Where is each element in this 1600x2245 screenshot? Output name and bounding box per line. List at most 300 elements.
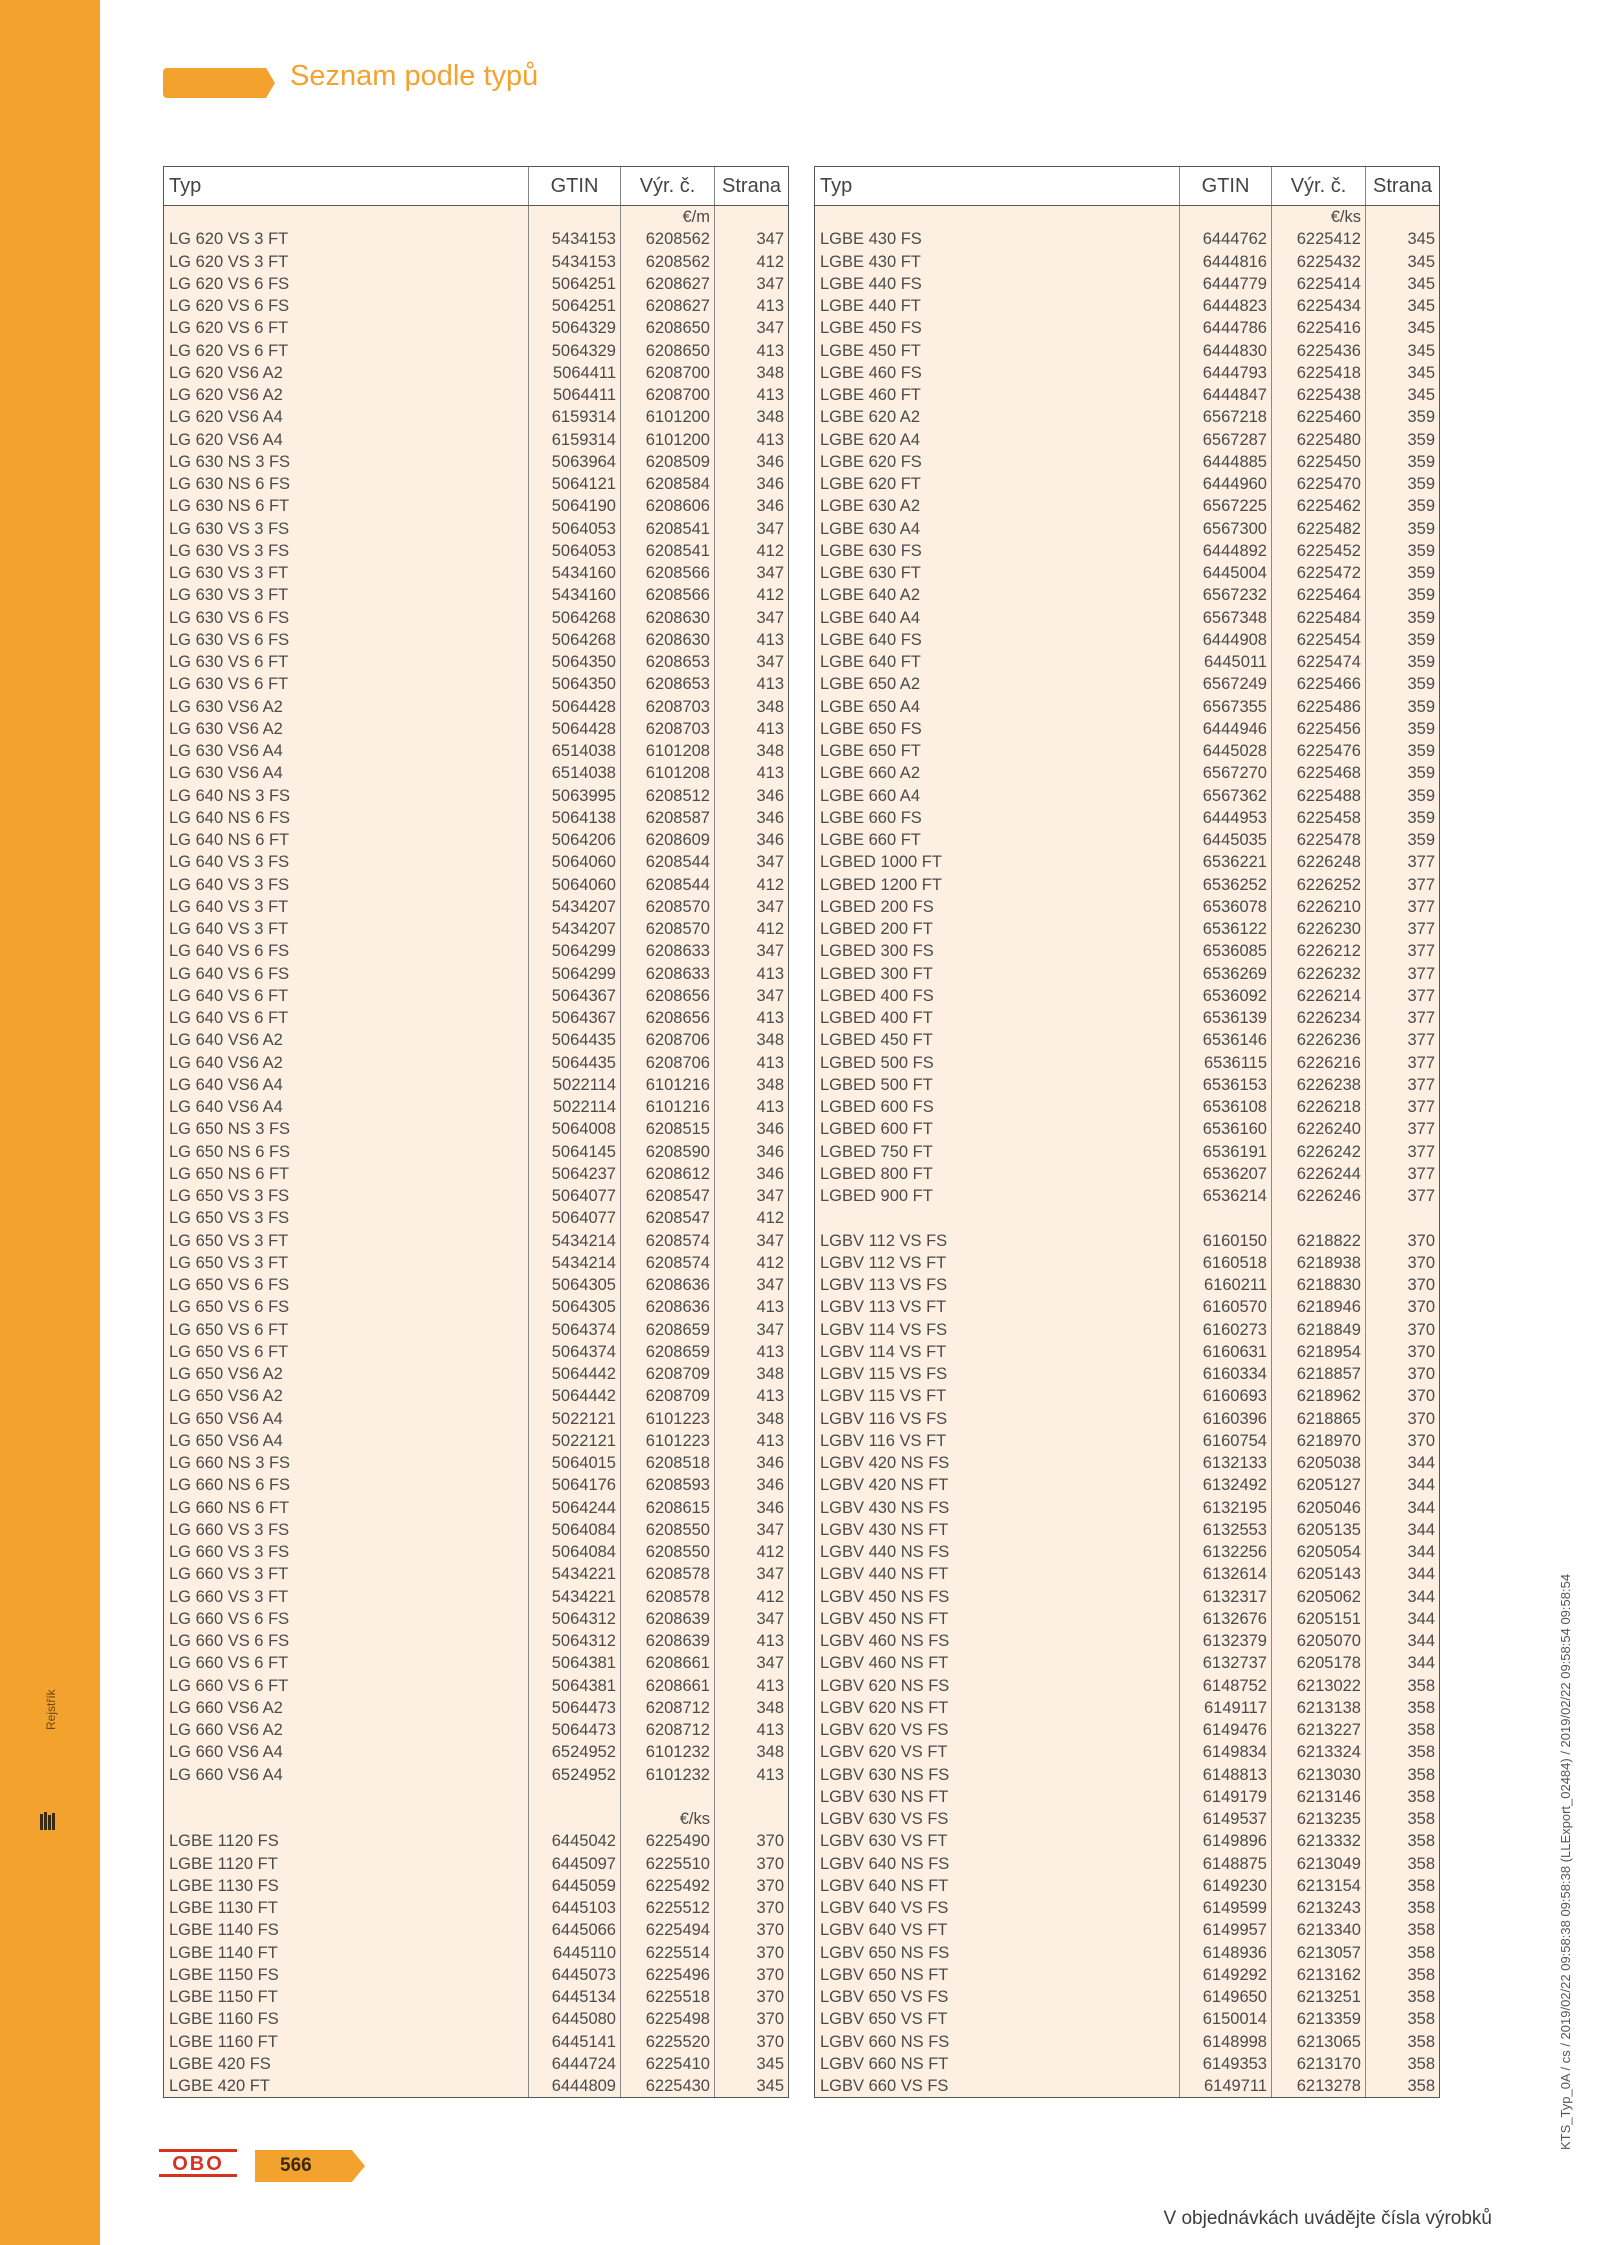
cell-vyr: 6208570 <box>621 896 715 918</box>
cell-vyr: 6101216 <box>621 1096 715 1118</box>
cell-vyr: 6208633 <box>621 963 715 985</box>
cell-strana: 358 <box>1407 1698 1435 1717</box>
cell-strana: 359 <box>1407 675 1435 694</box>
cell-strana: 358 <box>1407 1876 1435 1895</box>
table-row <box>164 718 788 740</box>
cell-vyr: 6205178 <box>1272 1652 1366 1674</box>
cell-typ: LGBE 650 A4 <box>815 696 1180 718</box>
table-row <box>164 2075 788 2097</box>
cell-typ: LGBV 660 VS FS <box>815 2075 1180 2097</box>
table-row <box>164 1452 788 1474</box>
cell-typ: LG 620 VS 3 FT <box>164 251 529 273</box>
cell-gtin: 6536078 <box>1180 896 1272 918</box>
table-row <box>815 1808 1439 1830</box>
cell-typ: LG 650 VS6 A2 <box>164 1363 529 1385</box>
cell-gtin: 6132379 <box>1180 1630 1272 1652</box>
cell-vyr: 6208650 <box>621 340 715 362</box>
cell-strana: 412 <box>756 1587 784 1606</box>
cell-typ: LGBE 1150 FS <box>164 1964 529 1986</box>
cell-typ: LGBE 1140 FT <box>164 1942 529 1964</box>
cell-strana: 370 <box>756 2032 784 2051</box>
cell-vyr: 6226244 <box>1272 1163 1366 1185</box>
cell-typ: LG 630 NS 6 FT <box>164 495 529 517</box>
table-row <box>815 1563 1439 1585</box>
cell-vyr: 6205143 <box>1272 1563 1366 1585</box>
cell-typ: LGBV 112 VS FS <box>815 1230 1180 1252</box>
cell-gtin: 6536252 <box>1180 874 1272 896</box>
table-row <box>815 1786 1439 1808</box>
page-title: Seznam podle typů <box>290 60 539 92</box>
table-row <box>815 518 1439 540</box>
cell-gtin: 5064367 <box>529 985 621 1007</box>
cell-gtin: 6536139 <box>1180 1007 1272 1029</box>
cell-vyr: 6208518 <box>621 1452 715 1474</box>
cell-strana: 358 <box>1407 1899 1435 1917</box>
table-row <box>815 1919 1439 1941</box>
cell-typ: LGBV 630 NS FT <box>815 1786 1180 1808</box>
table-row <box>164 874 788 896</box>
cell-strana: 413 <box>756 719 784 738</box>
cell-strana: 413 <box>756 675 784 694</box>
cell-typ: LG 650 VS 6 FT <box>164 1319 529 1341</box>
cell-gtin: 5064329 <box>529 317 621 339</box>
cell-vyr: 6226232 <box>1272 963 1366 985</box>
cell-gtin: 5064084 <box>529 1519 621 1541</box>
table-row <box>815 584 1439 606</box>
cell-vyr: 6208606 <box>621 495 715 517</box>
table-row <box>815 1408 1439 1430</box>
cell-vyr: 6208700 <box>621 362 715 384</box>
cell-strana <box>715 206 788 228</box>
cell-vyr: 6225470 <box>1272 473 1366 495</box>
cell-strana: 377 <box>1407 897 1435 916</box>
cell-strana: 344 <box>1407 1587 1435 1606</box>
cell-vyr: 6205054 <box>1272 1541 1366 1563</box>
cell-gtin: 6160518 <box>1180 1252 1272 1274</box>
cell-vyr: 6226248 <box>1272 851 1366 873</box>
table-row <box>164 1964 788 1986</box>
cell-gtin: 5063964 <box>529 451 621 473</box>
obo-logo <box>158 2148 238 2178</box>
cell-gtin: 6148752 <box>1180 1675 1272 1697</box>
cell-strana: 377 <box>1407 1053 1435 1072</box>
cell-typ: LG 660 VS 6 FT <box>164 1675 529 1697</box>
cell-typ: LG 630 VS 6 FT <box>164 673 529 695</box>
cell-vyr: 6213332 <box>1272 1830 1366 1852</box>
cell-vyr: 6208574 <box>621 1252 715 1274</box>
cell-typ: LG 640 VS6 A2 <box>164 1029 529 1051</box>
cell-vyr: 6205038 <box>1272 1452 1366 1474</box>
cell-vyr: 6208512 <box>621 785 715 807</box>
cell-strana: 359 <box>1407 564 1435 582</box>
cell-vyr: 6213030 <box>1272 1764 1366 1786</box>
table-row <box>164 1608 788 1630</box>
cell-strana: 359 <box>1407 742 1435 760</box>
cell-vyr: 6208515 <box>621 1118 715 1140</box>
cell-typ: LG 640 VS6 A4 <box>164 1096 529 1118</box>
cell-typ: LG 660 VS6 A2 <box>164 1697 529 1719</box>
cell-strana: 413 <box>756 1298 784 1317</box>
cell-gtin: 5064305 <box>529 1296 621 1318</box>
cell-gtin: 5064145 <box>529 1141 621 1163</box>
cell-gtin: 6445073 <box>529 1964 621 1986</box>
cell-vyr: 6225490 <box>621 1830 715 1852</box>
table-row <box>815 340 1439 362</box>
cell-strana: 413 <box>756 430 784 449</box>
table-row <box>164 1385 788 1407</box>
table-row <box>815 785 1439 807</box>
col-header-vyr: Výr. č. <box>621 167 715 205</box>
cell-vyr: 6208609 <box>621 829 715 851</box>
cell-typ: LG 650 VS 3 FS <box>164 1207 529 1229</box>
cell-vyr: 6225458 <box>1272 807 1366 829</box>
cell-vyr: 6208570 <box>621 918 715 940</box>
cell-vyr: 6208578 <box>621 1586 715 1608</box>
cell-vyr: 6226210 <box>1272 896 1366 918</box>
cell-gtin: 6567355 <box>1180 696 1272 718</box>
cell-vyr: 6225494 <box>621 1919 715 1941</box>
table-row <box>164 1919 788 1941</box>
table-row <box>164 1408 788 1430</box>
cell-strana: 412 <box>756 586 784 605</box>
cell-gtin: 6132317 <box>1180 1586 1272 1608</box>
cell-gtin: 5064435 <box>529 1029 621 1051</box>
cell-vyr: 6208541 <box>621 540 715 562</box>
cell-gtin: 6444724 <box>529 2053 621 2075</box>
cell-gtin: 6444786 <box>1180 317 1272 339</box>
cell-strana: 370 <box>756 1988 784 2006</box>
table-row <box>164 1252 788 1274</box>
cell-gtin: 5064381 <box>529 1652 621 1674</box>
cell-vyr: 6218938 <box>1272 1252 1366 1274</box>
cell-vyr: 6225486 <box>1272 696 1366 718</box>
cell-gtin: 5064053 <box>529 518 621 540</box>
cell-gtin: 6148813 <box>1180 1764 1272 1786</box>
cell-strana: 370 <box>1407 1276 1435 1294</box>
cell-gtin: 6149292 <box>1180 1964 1272 1986</box>
cell-strana: 370 <box>756 1899 784 1917</box>
cell-vyr: 6208544 <box>621 851 715 873</box>
cell-typ: LGBV 620 NS FT <box>815 1697 1180 1719</box>
table-row <box>815 1830 1439 1852</box>
cell-strana: 346 <box>756 1164 784 1183</box>
cell-typ: LG 660 VS6 A4 <box>164 1764 529 1786</box>
cell-vyr: 6208587 <box>621 807 715 829</box>
table-row <box>815 2053 1439 2075</box>
cell-vyr: 6208709 <box>621 1385 715 1407</box>
cell-vyr: 6226216 <box>1272 1052 1366 1074</box>
cell-gtin: 6445059 <box>529 1875 621 1897</box>
cell-gtin: 6524952 <box>529 1764 621 1786</box>
cell-vyr: 6213243 <box>1272 1897 1366 1919</box>
cell-strana: 370 <box>756 1965 784 1984</box>
cell-strana: 347 <box>756 897 784 916</box>
cell-strana: 347 <box>756 1187 784 1205</box>
cell-vyr: 6208584 <box>621 473 715 495</box>
cell-typ: LGBE 640 A4 <box>815 607 1180 629</box>
cell-vyr: 6218954 <box>1272 1341 1366 1363</box>
cell-gtin: 5064435 <box>529 1052 621 1074</box>
cell-gtin: 6445042 <box>529 1830 621 1852</box>
cell-gtin: 5064411 <box>529 384 621 406</box>
table-row <box>164 762 788 784</box>
cell-typ: LG 630 VS 3 FS <box>164 518 529 540</box>
cell-typ: LGBV 116 VS FT <box>815 1430 1180 1452</box>
cell-strana: 347 <box>756 519 784 538</box>
cell-gtin: 5064442 <box>529 1385 621 1407</box>
table-row <box>164 1118 788 1140</box>
cell-gtin: 5434160 <box>529 562 621 584</box>
cell-gtin: 6445141 <box>529 2031 621 2053</box>
cell-gtin: 6444953 <box>1180 807 1272 829</box>
cell-typ: LGBED 400 FT <box>815 1007 1180 1029</box>
cell-gtin: 6444762 <box>1180 228 1272 250</box>
table-row <box>164 1029 788 1051</box>
cell-typ: LGBV 650 NS FT <box>815 1964 1180 1986</box>
table-row <box>164 384 788 406</box>
cell-gtin: 5064350 <box>529 673 621 695</box>
cell-vyr: 6218962 <box>1272 1385 1366 1407</box>
cell-strana: 344 <box>1407 1609 1435 1628</box>
cell-vyr: 6101232 <box>621 1764 715 1786</box>
cell-strana: 413 <box>756 1721 784 1739</box>
cell-strana: 413 <box>756 386 784 404</box>
cell-strana: 359 <box>1407 608 1435 627</box>
cell-gtin <box>1180 1207 1272 1229</box>
cell-strana: 413 <box>756 341 784 360</box>
type-table-right <box>814 166 1440 2098</box>
cell-typ: LGBE 460 FS <box>815 362 1180 384</box>
table-row <box>164 1430 788 1452</box>
cell-vyr: 6208636 <box>621 1274 715 1296</box>
cell-strana: 358 <box>1407 1765 1435 1784</box>
cell-typ: LGBED 300 FS <box>815 940 1180 962</box>
cell-strana: 348 <box>756 1698 784 1717</box>
table-row <box>164 2008 788 2030</box>
cell-typ: LGBE 650 A2 <box>815 673 1180 695</box>
cell-vyr: 6208562 <box>621 251 715 273</box>
cell-typ: LGBV 650 NS FS <box>815 1942 1180 1964</box>
cell-gtin: 6444946 <box>1180 718 1272 740</box>
header-tab-marker <box>163 68 275 98</box>
cell-gtin: 5064367 <box>529 1007 621 1029</box>
table-row <box>164 1207 788 1229</box>
table-row <box>815 1741 1439 1763</box>
table-row <box>815 829 1439 851</box>
cell-strana: 370 <box>1407 1342 1435 1361</box>
cell-strana: 346 <box>756 1454 784 1472</box>
cell-strana: 345 <box>1407 386 1435 404</box>
cell-vyr: 6213057 <box>1272 1942 1366 1964</box>
cell-typ: LGBE 660 A2 <box>815 762 1180 784</box>
cell-strana: 359 <box>1407 452 1435 471</box>
cell-vyr: 6208578 <box>621 1563 715 1585</box>
cell-strana: 358 <box>1407 2054 1435 2073</box>
cell-strana: 344 <box>1407 1498 1435 1517</box>
table-row <box>815 762 1439 784</box>
table-row <box>164 1942 788 1964</box>
cell-gtin: 6444892 <box>1180 540 1272 562</box>
table-row <box>815 406 1439 428</box>
cell-vyr: 6208630 <box>621 629 715 651</box>
cell-strana: 345 <box>756 2054 784 2073</box>
cell-typ: LG 650 VS6 A4 <box>164 1408 529 1430</box>
cell-strana: 345 <box>1407 274 1435 293</box>
cell-typ: LG 630 NS 6 FS <box>164 473 529 495</box>
cell-typ: LGBV 630 VS FS <box>815 1808 1180 1830</box>
table-row <box>815 2008 1439 2030</box>
table-row <box>815 1652 1439 1674</box>
cell-vyr: 6208712 <box>621 1719 715 1741</box>
cell-gtin: 6567270 <box>1180 762 1272 784</box>
cell-vyr: 6226242 <box>1272 1141 1366 1163</box>
cell-strana: 358 <box>1407 1810 1435 1828</box>
cell-vyr: 6225480 <box>1272 429 1366 451</box>
cell-typ: LG 660 VS6 A4 <box>164 1741 529 1763</box>
cell-gtin: 6445103 <box>529 1897 621 1919</box>
table-row <box>815 918 1439 940</box>
cell-typ: LGBED 200 FT <box>815 918 1180 940</box>
cell-gtin: 5064121 <box>529 473 621 495</box>
cell-strana: 413 <box>756 1676 784 1695</box>
cell-strana: 348 <box>756 1743 784 1762</box>
table-row <box>164 1519 788 1541</box>
table-row <box>164 851 788 873</box>
cell-typ: LGBV 114 VS FS <box>815 1319 1180 1341</box>
cell-typ: LG 660 VS 3 FS <box>164 1541 529 1563</box>
cell-typ: LG 630 VS6 A2 <box>164 696 529 718</box>
cell-vyr: 6225410 <box>621 2053 715 2075</box>
cell-typ: LGBV 116 VS FS <box>815 1408 1180 1430</box>
cell-vyr: 6208627 <box>621 273 715 295</box>
cell-vyr: 6225514 <box>621 1942 715 1964</box>
cell-vyr: 6226246 <box>1272 1185 1366 1207</box>
cell-gtin: 6148998 <box>1180 2031 1272 2053</box>
cell-strana: 359 <box>1407 786 1435 805</box>
cell-vyr: 6101223 <box>621 1430 715 1452</box>
cell-typ: LG 620 VS6 A2 <box>164 384 529 406</box>
cell-strana: 346 <box>756 831 784 849</box>
export-metadata: KTS_Typ_0A / cs / 2019/02/22 09:58:38 09:58:38 (LLExport_02484) / 2019/02/22 09:58:54 09:58:54 <box>1558 1573 1573 2150</box>
cell-typ: LGBV 115 VS FT <box>815 1385 1180 1407</box>
cell-typ: LGBV 440 NS FT <box>815 1563 1180 1585</box>
cell-gtin: 6149117 <box>1180 1697 1272 1719</box>
cell-typ: LGBV 650 VS FT <box>815 2008 1180 2030</box>
cell-strana: 370 <box>756 1943 784 1962</box>
cell-gtin: 6567348 <box>1180 607 1272 629</box>
table-row <box>164 1296 788 1318</box>
cell-vyr: 6213022 <box>1272 1675 1366 1697</box>
cell-gtin: 5064374 <box>529 1319 621 1341</box>
cell-strana: 346 <box>756 808 784 827</box>
table-row <box>815 1007 1439 1029</box>
cell-typ: LGBE 420 FT <box>164 2075 529 2097</box>
cell-strana: 377 <box>1407 1075 1435 1094</box>
table-row <box>815 963 1439 985</box>
cell-typ: LG 620 VS 6 FS <box>164 273 529 295</box>
cell-typ: LG 660 NS 6 FS <box>164 1474 529 1496</box>
cell-gtin: 6445028 <box>1180 740 1272 762</box>
cell-vyr: 6205062 <box>1272 1586 1366 1608</box>
cell-typ: LG 630 NS 3 FS <box>164 451 529 473</box>
cell-gtin: 6445035 <box>1180 829 1272 851</box>
spacer-row <box>164 1786 788 1808</box>
cell-strana: 345 <box>1407 319 1435 338</box>
cell-gtin: 5434207 <box>529 896 621 918</box>
cell-gtin: 6536214 <box>1180 1185 1272 1207</box>
cell-vyr: 6213235 <box>1272 1808 1366 1830</box>
cell-vyr: 6208541 <box>621 518 715 540</box>
cell-vyr: 6205070 <box>1272 1630 1366 1652</box>
cell-typ: LG 660 VS 6 FS <box>164 1608 529 1630</box>
cell-strana: 358 <box>1407 1787 1435 1806</box>
table-row <box>815 874 1439 896</box>
cell-strana: 359 <box>1407 653 1435 671</box>
cell-strana: 345 <box>1407 363 1435 382</box>
table-row <box>815 1897 1439 1919</box>
cell-strana: 413 <box>756 297 784 315</box>
table-row <box>164 1474 788 1496</box>
cell-vyr: 6208661 <box>621 1675 715 1697</box>
cell-typ: LG 630 VS 6 FS <box>164 629 529 651</box>
cell-vyr: 6208612 <box>621 1163 715 1185</box>
cell-strana: 347 <box>756 564 784 582</box>
cell-strana: 348 <box>756 1409 784 1428</box>
table-row <box>164 1497 788 1519</box>
cell-strana <box>1366 1207 1439 1229</box>
cell-vyr: 6225464 <box>1272 584 1366 606</box>
table-row <box>815 740 1439 762</box>
cell-typ: LG 640 VS 6 FS <box>164 940 529 962</box>
cell-strana: 344 <box>1407 1476 1435 1495</box>
table-row <box>164 1052 788 1074</box>
cell-strana: 413 <box>756 1387 784 1406</box>
cell-vyr: 6218865 <box>1272 1408 1366 1430</box>
cell-gtin: 6159314 <box>529 406 621 428</box>
cell-typ: LGBE 620 A4 <box>815 429 1180 451</box>
table-row <box>815 1185 1439 1207</box>
cell-strana: 412 <box>756 541 784 560</box>
col-header-gtin: GTIN <box>1180 167 1272 205</box>
cell-gtin: 6160570 <box>1180 1296 1272 1318</box>
cell-gtin: 6150014 <box>1180 2008 1272 2030</box>
cell-typ: LGBE 1120 FS <box>164 1830 529 1852</box>
cell-vyr: 6225484 <box>1272 607 1366 629</box>
unit-row <box>164 1808 788 1830</box>
table-row <box>815 1875 1439 1897</box>
cell-typ: LGBV 650 VS FS <box>815 1986 1180 2008</box>
table-row <box>164 1986 788 2008</box>
cell-gtin: 6444830 <box>1180 340 1272 362</box>
table-row <box>164 1541 788 1563</box>
cell-strana: 370 <box>756 1832 784 1851</box>
table-row <box>815 540 1439 562</box>
cell-gtin: 5434221 <box>529 1586 621 1608</box>
cell-vyr: 6225498 <box>621 2008 715 2030</box>
cell-gtin: 6524952 <box>529 1741 621 1763</box>
cell-typ: LG 630 VS6 A4 <box>164 762 529 784</box>
table-header <box>815 167 1439 206</box>
cell-gtin: 5064060 <box>529 851 621 873</box>
cell-gtin: 5064084 <box>529 1541 621 1563</box>
cell-vyr: 6213251 <box>1272 1986 1366 2008</box>
table-row <box>815 1719 1439 1741</box>
col-header-typ: Typ <box>815 167 1180 205</box>
cell-gtin: 6132553 <box>1180 1519 1272 1541</box>
cell-gtin: 5022121 <box>529 1408 621 1430</box>
cell-gtin <box>529 206 621 228</box>
cell-vyr: 6218857 <box>1272 1363 1366 1385</box>
